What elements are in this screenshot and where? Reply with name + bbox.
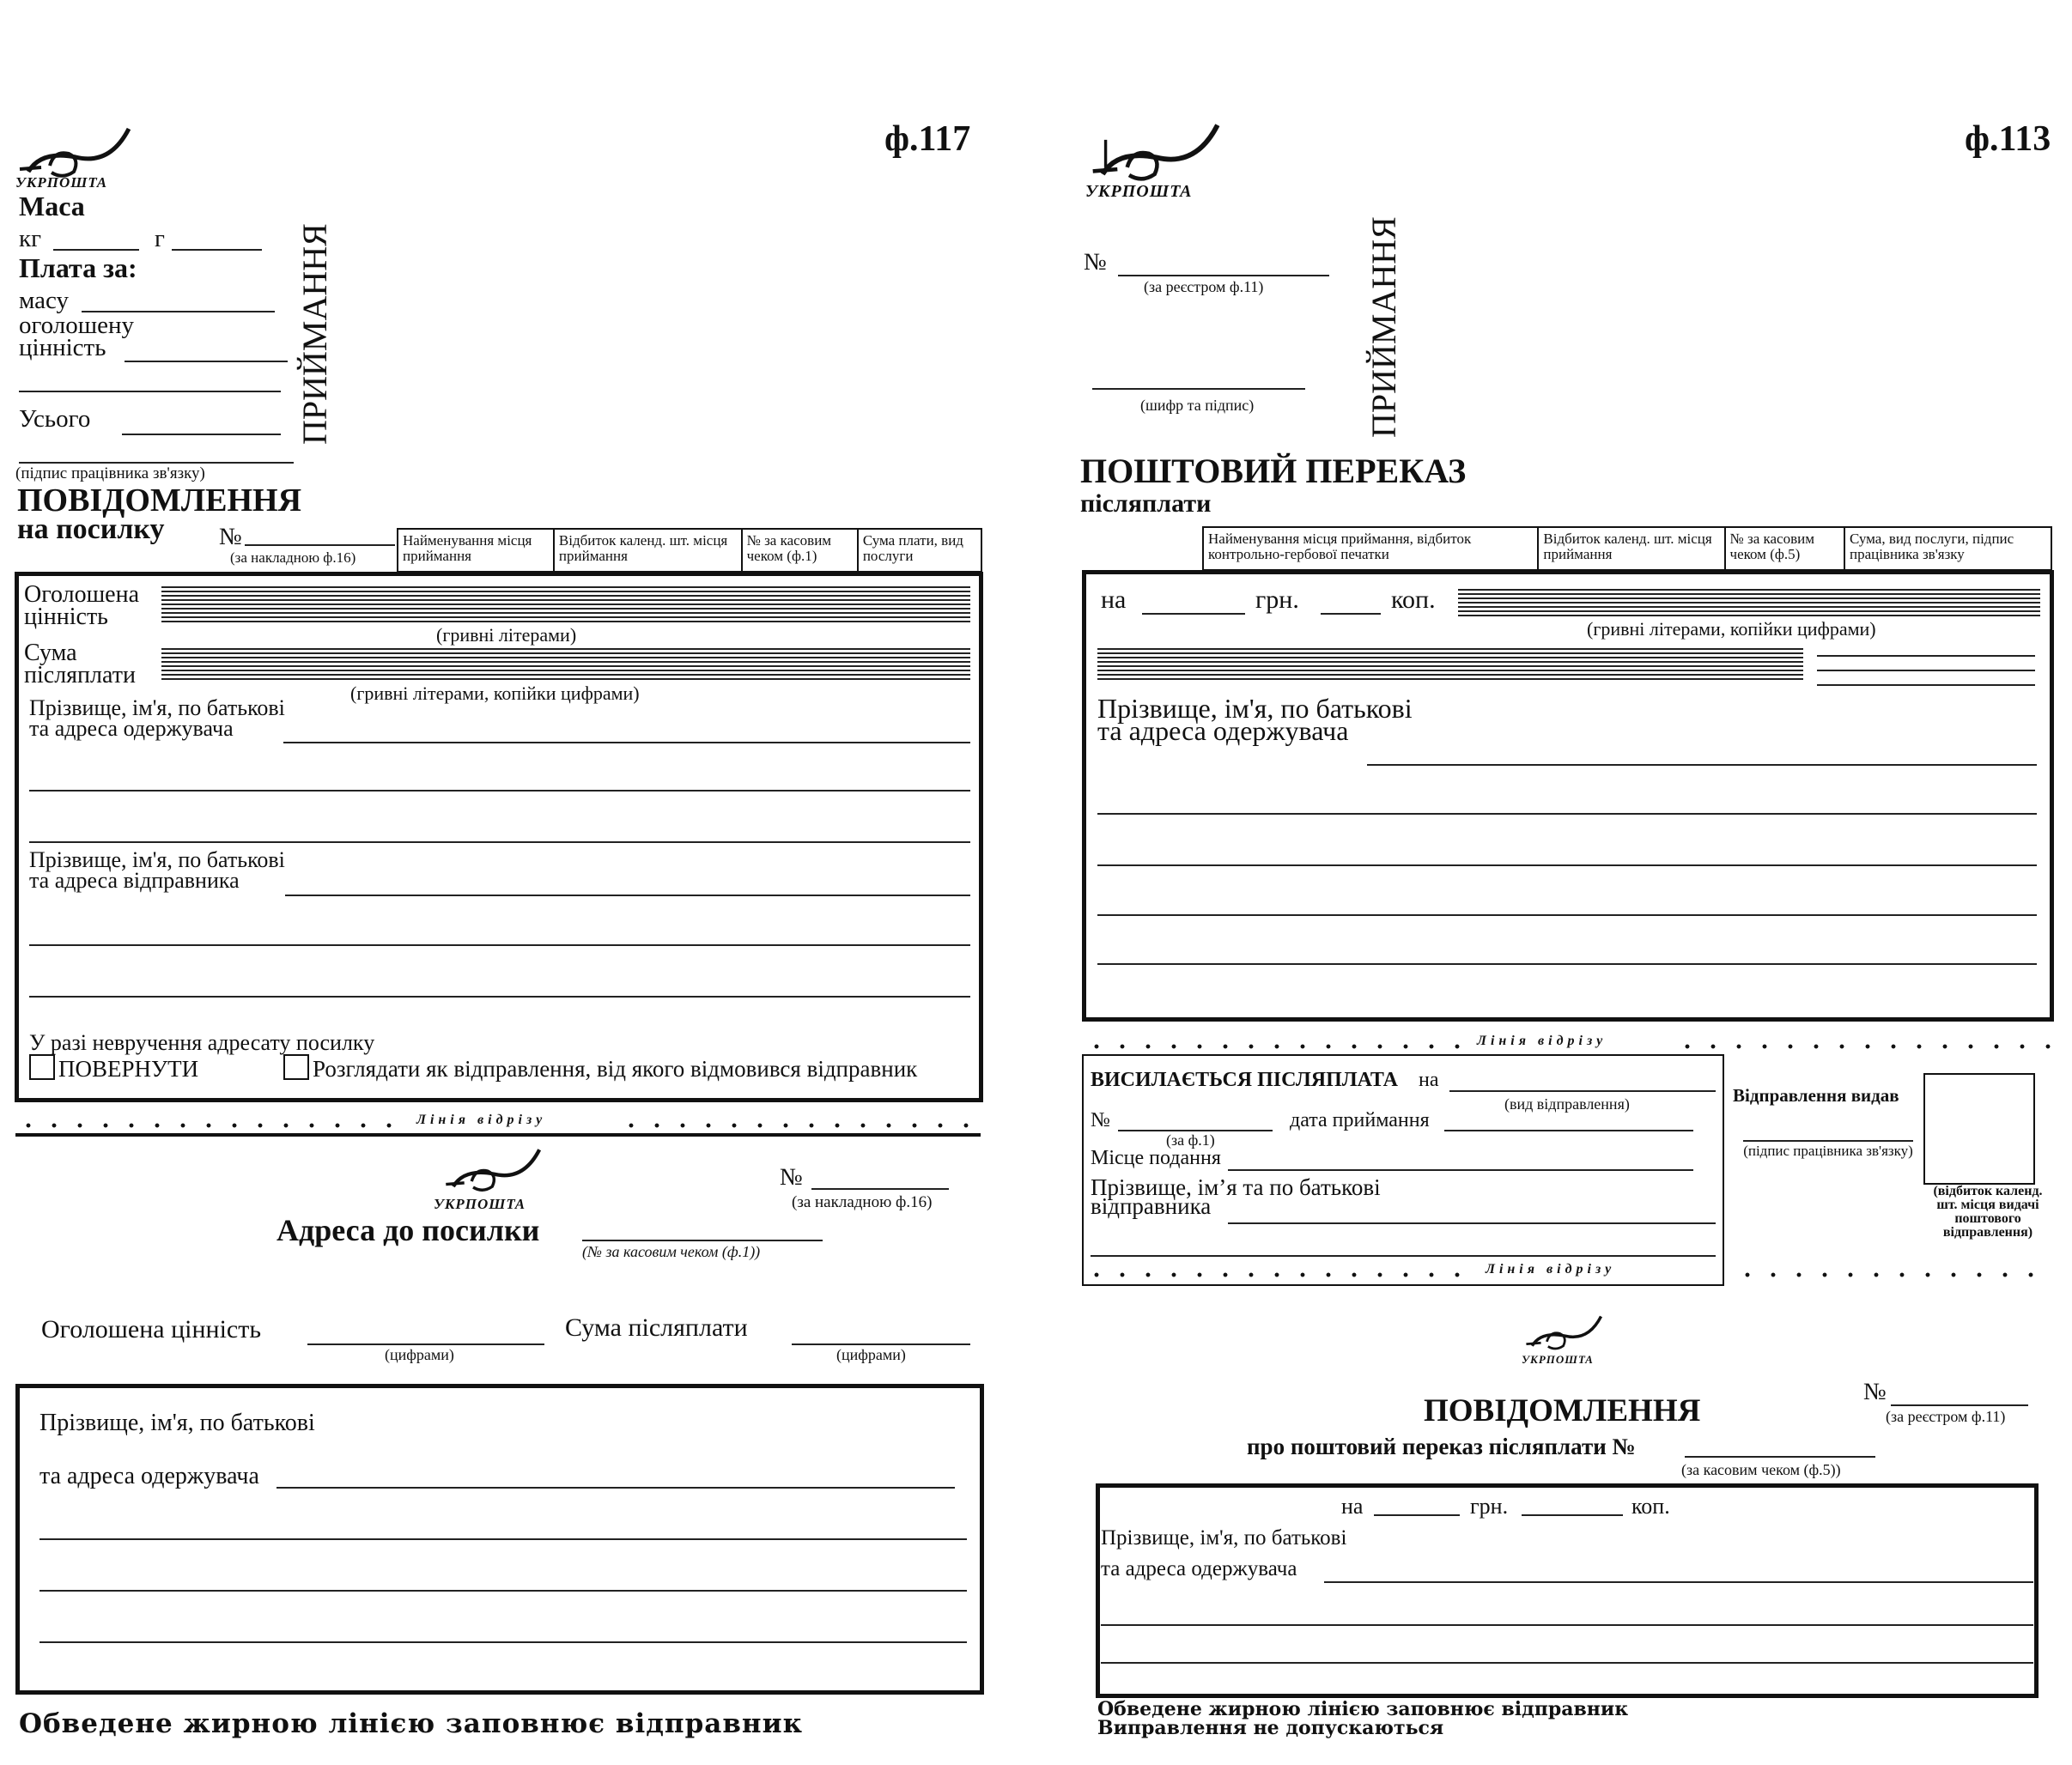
transfer-recipient-line-2[interactable] (1097, 813, 2037, 815)
notice-recipient-line-1[interactable] (1324, 1581, 2033, 1583)
notice-title: ПОВІДОМЛЕННЯ на посилку (17, 482, 302, 545)
col-accept-place: Найменування місця приймання (398, 530, 555, 571)
col-fee: Сума плати, вид послуги (862, 532, 963, 564)
transfer-recipient-line-1[interactable] (1367, 764, 2037, 766)
transfer-header-table (1202, 526, 2052, 571)
notice-cheque-caption: (за касовим чеком (ф.5)) (1681, 1461, 1841, 1478)
stamp-caption: (відбиток календ. шт. місця видачі поштового відправлення) (1933, 1184, 2043, 1240)
issued-label: Відправлення видав (1733, 1085, 1899, 1106)
notice-no-field[interactable] (1891, 1404, 2028, 1406)
address-cod-label: Сума післяплати (565, 1313, 748, 1342)
declared-fee-field[interactable] (125, 361, 288, 362)
notice-no-label: № (219, 524, 242, 550)
right-footer: Обведене жирною лінією заповнює відправник Виправлення не допускаються (1097, 1698, 1629, 1739)
hryvni-caption: (гривні літерами) (436, 624, 577, 646)
address-declared-field[interactable] (307, 1343, 544, 1345)
address-recipient-line-4[interactable] (39, 1641, 967, 1643)
transfer-amount-hatch-2 (1097, 648, 1803, 682)
notice-recipient-l2: та адреса одержувача (1101, 1557, 1297, 1580)
transfer-recipient-line-3[interactable] (1097, 864, 2037, 866)
notice-recipient-l1: Прізвище, ім'я, по батькові (1101, 1526, 1347, 1550)
recipient-line-2[interactable] (29, 790, 970, 792)
cut-dots-left (15, 1123, 410, 1128)
transfer-amount-hatch-1 (1458, 589, 2040, 618)
abandon-checkbox[interactable] (283, 1054, 309, 1080)
option-abandon[interactable]: Розглядати як відправлення, від якого відмовився відправник (283, 1054, 917, 1083)
sender-line-3[interactable] (29, 996, 970, 998)
brand-text: УКРПОШТА (1085, 182, 1193, 201)
coupon-sender-line-1[interactable] (1228, 1222, 1716, 1224)
extra-fee-field[interactable] (19, 391, 281, 392)
brand-text: УКРПОШТА (434, 1196, 526, 1212)
col-accept-place: Найменування місця приймання, відбиток контрольно-гербової печатки (1204, 528, 1539, 569)
col-calendar-stamp: Відбиток календ. шт. місця приймання (1539, 528, 1725, 569)
notice-no-label: № (1863, 1379, 1887, 1405)
notice-subtitle: про поштовий переказ післяплати № (1247, 1434, 1636, 1459)
option-return[interactable]: ПОВЕРНУТИ (29, 1054, 198, 1083)
coupon-sender-label: Прізвище, ім’я та по батькові відправника (1091, 1174, 1381, 1219)
coupon-accept-date-field[interactable] (1444, 1130, 1693, 1131)
coupon-place-field[interactable] (1228, 1169, 1693, 1171)
coupon-place-label: Місце подання (1091, 1147, 1221, 1169)
kg-field[interactable] (53, 249, 139, 251)
transfer-uah: грн. (1255, 585, 1299, 614)
address-no-label: № (780, 1164, 803, 1191)
address-no-field[interactable] (811, 1188, 949, 1190)
notice-no-field[interactable] (245, 544, 395, 546)
notice-no-caption: (за накладною ф.16) (230, 549, 356, 566)
g-field[interactable] (172, 249, 262, 251)
ukrposhta-logo-4 (1522, 1313, 1616, 1369)
transfer-na: на (1101, 585, 1127, 614)
transfer-recipient-label: Прізвище, ім'я, по батькові та адреса одержувача (1097, 693, 1413, 746)
mass-title: Маса (19, 191, 85, 221)
notice-header-table (397, 528, 982, 573)
ukrposhta-logo-2 (434, 1146, 554, 1215)
coupon-accept-date-label: дата приймання (1290, 1109, 1430, 1131)
cut-line-label-2: Лінія відрізу (1486, 1262, 1616, 1277)
cipher-caption: (шифр та підпис) (1140, 397, 1255, 414)
brand-text: УКРПОШТА (15, 174, 108, 191)
recipient-line-1[interactable] (283, 742, 970, 743)
declared-value-label: Оголошена цінність (24, 581, 140, 630)
acceptance-vertical: ПРИЙМАННЯ (295, 223, 334, 445)
sender-line-1[interactable] (285, 895, 970, 896)
payment-title: Плата за: (19, 252, 137, 283)
col-calendar-stamp: Відбиток календ. шт. місця приймання (555, 530, 743, 571)
posthorn-icon (434, 1146, 554, 1198)
address-cheque-caption: (№ за касовим чеком (ф.1)) (582, 1243, 761, 1260)
total-field[interactable] (122, 434, 281, 435)
brand-text: УКРПОШТА (1522, 1353, 1594, 1366)
cod-amount-label: Сума післяплати (24, 640, 136, 688)
transfer-kop: коп. (1391, 585, 1436, 614)
notice-transfer-no-field[interactable] (1685, 1456, 1875, 1458)
cut-dots-right (618, 1123, 979, 1128)
mass-fee-label: масу (19, 287, 70, 314)
g-label: г (155, 225, 165, 252)
address-cod-field[interactable] (792, 1343, 970, 1345)
notice-no-caption: (за реєстром ф.11) (1886, 1408, 2006, 1425)
transfer-recipient-line-4[interactable] (1097, 914, 2037, 916)
cut-dots-left (1084, 1044, 1470, 1049)
hryvni-kop-caption: (гривні літерами, копійки цифрами) (350, 682, 640, 704)
address-declared-label: Оголошена цінність (41, 1315, 262, 1343)
col-cheque-no: № за касовим чеком (ф.5) (1726, 528, 1845, 569)
notice-uah: грн. (1470, 1494, 1509, 1519)
address-recipient-line-2[interactable] (39, 1538, 967, 1540)
address-recipient-line-3[interactable] (39, 1590, 967, 1592)
cut-dots-right (1674, 1044, 2052, 1049)
cut-line-label: Лінія відрізу (416, 1113, 547, 1127)
ukrposhta-logo (15, 124, 136, 197)
form-code: ф.113 (1965, 119, 2051, 159)
notice-kop-field[interactable] (1522, 1514, 1623, 1516)
transfer-frame (1082, 570, 2054, 1022)
address-no-caption: (за накладною ф.16) (792, 1193, 933, 1211)
cod-amount-hatch (161, 648, 970, 682)
coupon-kind-caption: (вид відправлення) (1504, 1095, 1630, 1113)
address-recipient-line-1[interactable] (276, 1487, 955, 1489)
digits-caption-2: (цифрами) (836, 1346, 906, 1363)
posthorn-icon (1522, 1313, 1607, 1355)
cut-rule (15, 1133, 981, 1137)
address-recipient-l2: та адреса одержувача (39, 1463, 259, 1489)
cut-dots-left-2 (1084, 1272, 1470, 1277)
transfer-uah-field[interactable] (1142, 613, 1245, 615)
cut-line-label-1: Лінія відрізу (1477, 1034, 1607, 1048)
stub-no-label: № (1084, 249, 1107, 276)
transfer-amount-lines (1817, 642, 2035, 694)
cut-dots-right-2 (1735, 1272, 2054, 1277)
col-fee: Сума, вид послуги, підпис працівника зв'язку (1849, 531, 2014, 562)
recipient-line-3[interactable] (29, 841, 970, 843)
cipher-field[interactable] (1092, 388, 1305, 390)
digits-caption-1: (цифрами) (385, 1346, 454, 1363)
ukrposhta-logo-3 (1084, 120, 1238, 206)
address-recipient-l1: Прізвище, ім'я, по батькові (39, 1410, 315, 1436)
signature-caption: (підпис працівника зв'язку) (15, 464, 205, 482)
hryvni-kop-caption: (гривні літерами, копійки цифрами) (1587, 618, 1876, 640)
declared-value-hatch (161, 586, 970, 623)
coupon-sent-cod: ВИСИЛАЄТЬСЯ ПІСЛЯПЛАТА (1091, 1069, 1398, 1091)
issued-signature-field[interactable] (1743, 1140, 1913, 1142)
recipient-label: Прізвище, ім'я, по батькові та адреса одержувача (29, 695, 285, 741)
notice-recipient-line-3[interactable] (1101, 1662, 2033, 1664)
coupon-f1-caption: (за ф.1) (1166, 1131, 1215, 1149)
kg-label: кг (19, 225, 41, 252)
coupon-kind-field[interactable] (1449, 1090, 1716, 1092)
left-footer: Обведене жирною лінією заповнює відправник (19, 1708, 803, 1739)
notice-uah-field[interactable] (1374, 1514, 1460, 1516)
transfer-recipient-line-5[interactable] (1097, 963, 2037, 965)
stamp-box (1923, 1073, 2035, 1185)
form-code: ф.117 (884, 119, 971, 159)
sender-line-2[interactable] (29, 944, 970, 946)
stub-no-field[interactable] (1118, 275, 1329, 276)
transfer-title: ПОШТОВИЙ ПЕРЕКАЗ післяплати (1080, 452, 1467, 518)
signature-line[interactable] (19, 462, 294, 464)
sender-label: Прізвище, ім'я, по батькові та адреса відправника (29, 847, 285, 893)
notice-title: ПОВІДОМЛЕННЯ (1424, 1393, 1701, 1428)
coupon-no-label: № (1091, 1109, 1110, 1131)
notice-recipient-line-2[interactable] (1101, 1624, 2033, 1626)
transfer-kop-field[interactable] (1321, 613, 1381, 615)
coupon-na: на (1419, 1069, 1439, 1091)
coupon-sender-line-2[interactable] (1091, 1255, 1716, 1257)
total-label: Усього (19, 405, 91, 433)
posthorn-icon (1084, 120, 1230, 189)
worker-sig-caption: (підпис працівника зв'язку) (1743, 1143, 1913, 1159)
return-checkbox[interactable] (29, 1054, 55, 1080)
stub-no-caption: (за реєстром ф.11) (1144, 278, 1264, 295)
notice-na: на (1341, 1494, 1364, 1519)
notice-kop: коп. (1631, 1494, 1670, 1519)
col-cheque-no: № за касовим чеком (ф.1) (743, 530, 859, 571)
undelivered-text: У разі невручення адресату посилку (29, 1030, 375, 1055)
acceptance-vertical: ПРИЙМАННЯ (1364, 216, 1403, 438)
declared-fee-label: оголошену цінність (19, 312, 134, 361)
address-cheque-field[interactable] (582, 1240, 823, 1241)
address-title: Адреса до посилки (276, 1213, 540, 1247)
